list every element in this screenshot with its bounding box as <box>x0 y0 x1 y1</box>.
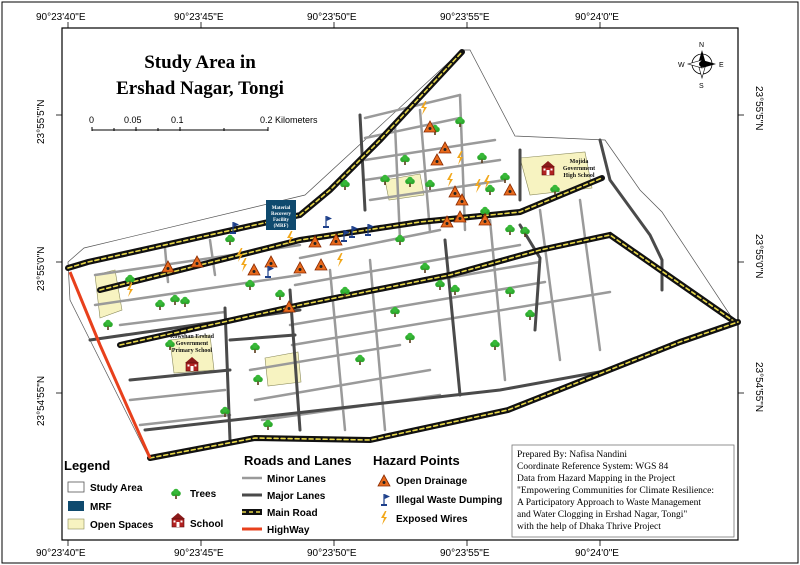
credit-line-5: A Participatory Approach to Waste Management <box>517 498 701 508</box>
credits-box <box>512 445 734 537</box>
credit-line-6: and Water Clogging in Ershad Nagar, Tongi" <box>517 510 688 520</box>
grid-label-right-2: 23°55'0"N <box>753 234 764 279</box>
mrf-label-3: Facility <box>272 218 290 223</box>
map-title-line-1: Study Area in <box>144 52 256 73</box>
legend-school: School <box>190 519 224 530</box>
mrf-label-4: (MRF) <box>273 224 289 229</box>
open-space-swatch <box>68 519 84 529</box>
legend-main-road: Main Road <box>267 508 318 519</box>
school-b-label-3: Primary School <box>171 348 213 354</box>
legend-highway: HighWay <box>267 525 310 536</box>
scale-tick-2: 0.1 <box>171 115 184 125</box>
mrf-facility <box>266 200 296 230</box>
legend-illegal-dumping: Illegal Waste Dumping <box>396 495 503 506</box>
school-a-label-2: Government <box>562 166 596 172</box>
scale-tick-1: 0.05 <box>124 115 142 125</box>
legend-exposed-wires: Exposed Wires <box>396 514 468 525</box>
credit-line-4: "Empowering Communities for Climate Resilience: <box>517 486 715 496</box>
grid-label-top-5: 90°24'0"E <box>575 12 619 23</box>
grid-label-left-3: 23°54'55"N <box>36 375 47 426</box>
school-b-label-2: Government <box>175 341 209 347</box>
grid-label-bottom-2: 90°23'45"E <box>174 548 224 559</box>
grid-label-right-3: 23°54'55"N <box>753 362 764 413</box>
grid-label-top-2: 90°23'45"E <box>174 12 224 23</box>
legend-study-area: Study Area <box>90 483 143 494</box>
legend-major-lanes: Major Lanes <box>267 491 326 502</box>
credit-line-1: Prepared By: Nafisa Nandini <box>517 450 628 460</box>
credit-line-3: Data from Hazard Mapping in the Project <box>517 474 676 484</box>
north-label-w: W <box>678 62 685 69</box>
mrf-label-1: Material <box>271 206 291 211</box>
study-area-swatch <box>68 482 84 492</box>
roads-legend-title: Roads and Lanes <box>244 453 352 468</box>
grid-label-bottom-5: 90°24'0"E <box>575 548 619 559</box>
legend-open-drainage: Open Drainage <box>396 476 468 487</box>
north-label-s: S <box>699 83 704 90</box>
credit-line-2: Coordinate Reference System: WGS 84 <box>517 462 669 472</box>
legend-mrf: MRF <box>90 502 112 513</box>
grid-label-top-3: 90°23'50"E <box>307 12 357 23</box>
legend-title: Legend <box>64 458 111 473</box>
grid-label-right-1: 23°55'5"N <box>753 86 764 131</box>
grid-label-top-1: 90°23'40"E <box>36 12 86 23</box>
legend-open-spaces: Open Spaces <box>90 520 154 531</box>
map-title-line-2: Ershad Nagar, Tongi <box>116 78 284 99</box>
grid-label-bottom-3: 90°23'50"E <box>307 548 357 559</box>
grid-label-left-2: 23°55'0"N <box>36 246 47 291</box>
north-label-e: E <box>719 62 724 69</box>
legend-minor-lanes: Minor Lanes <box>267 474 326 485</box>
mrf-label-2: Recovery <box>271 212 291 217</box>
hazard-legend-title: Hazard Points <box>373 453 460 468</box>
credit-line-7: with the help of Dhaka Thrive Project <box>517 522 661 532</box>
grid-label-bottom-1: 90°23'40"E <box>36 548 86 559</box>
legend-trees: Trees <box>190 489 217 500</box>
scale-tick-3: 0.2 Kilometers <box>260 115 318 125</box>
grid-label-bottom-4: 90°23'55"E <box>440 548 490 559</box>
grid-label-top-4: 90°23'55"E <box>440 12 490 23</box>
scale-tick-0: 0 <box>89 115 95 125</box>
school-b-label-1: Rowshan Ershad <box>170 334 214 340</box>
grid-label-left-1: 23°55'5"N <box>36 99 47 144</box>
mrf-swatch <box>68 501 84 511</box>
school-a-label-1: Mojida <box>569 159 589 165</box>
north-label-n: N <box>699 42 705 49</box>
school-a-label-3: High School <box>563 173 595 179</box>
